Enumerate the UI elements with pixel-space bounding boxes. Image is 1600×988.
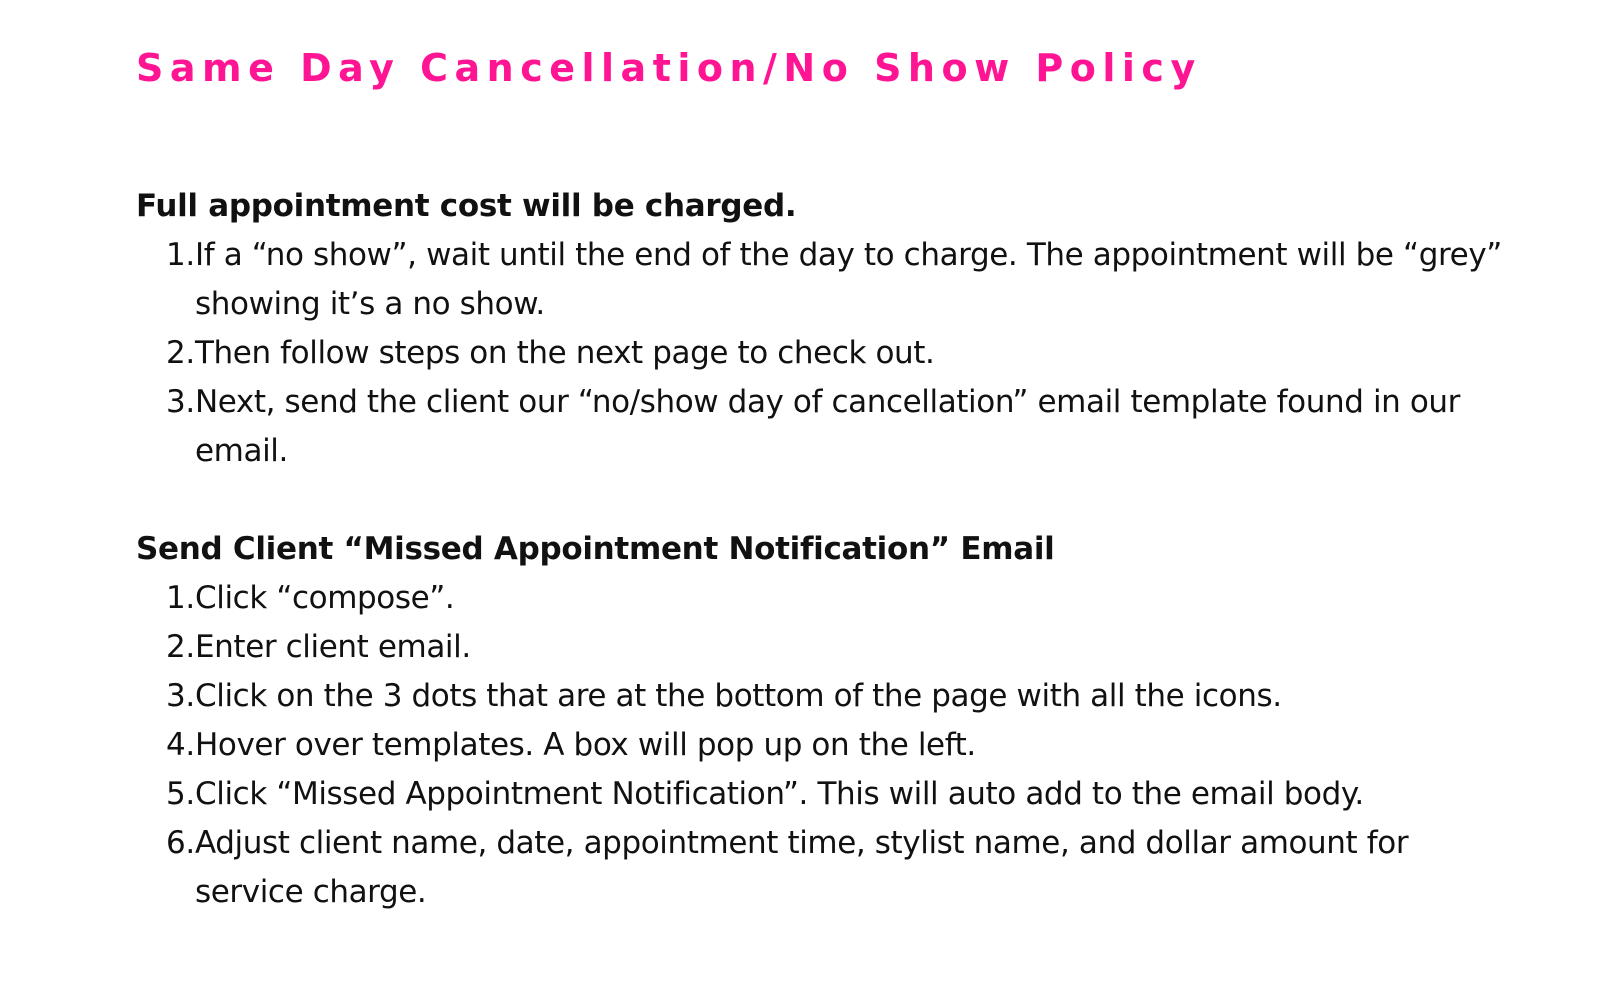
step-list: [136, 574, 1516, 917]
step-number: 1.: [166, 580, 195, 616]
step-number: 3.: [166, 384, 195, 420]
step-number: 6.: [166, 825, 195, 861]
list-item: [136, 721, 1516, 770]
charge-section: [136, 182, 1516, 476]
step-text: Next, send the client our “no/show day of cancellation” email template found in our email.: [195, 384, 1461, 469]
list-item: [136, 231, 1516, 329]
step-number: 5.: [166, 776, 195, 812]
step-number: 4.: [166, 727, 195, 763]
list-item: [136, 623, 1516, 672]
list-item: [136, 574, 1516, 623]
step-text: Click “compose”.: [195, 580, 455, 616]
step-text: Click on the 3 dots that are at the bottom of the page with all the icons.: [195, 678, 1282, 714]
step-number: 1.: [166, 237, 195, 273]
list-item: [136, 378, 1516, 476]
step-list: [136, 231, 1516, 476]
step-text: Enter client email.: [195, 629, 471, 665]
step-text: Click “Missed Appointment Notification”. This will auto add to the email body.: [195, 776, 1364, 812]
step-text: Then follow steps on the next page to check out.: [195, 335, 935, 371]
section-heading: Send Client “Missed Appointment Notification” Email: [136, 531, 1055, 567]
email-section: [136, 525, 1516, 917]
section-heading: Full appointment cost will be charged.: [136, 188, 797, 224]
step-number: 2.: [166, 629, 195, 665]
step-number: 3.: [166, 678, 195, 714]
step-text: Adjust client name, date, appointment time, stylist name, and dollar amount for service charge.: [195, 825, 1409, 910]
step-number: 2.: [166, 335, 195, 371]
list-item: [136, 770, 1516, 819]
step-text: If a “no show”, wait until the end of the day to charge. The appointment will be “grey” showing it’s a no show.: [195, 237, 1502, 322]
step-text: Hover over templates. A box will pop up on the left.: [195, 727, 976, 763]
list-item: [136, 672, 1516, 721]
list-item: [136, 329, 1516, 378]
list-item: [136, 819, 1516, 917]
page-title: Same Day Cancellation/No Show Policy: [136, 46, 1202, 90]
